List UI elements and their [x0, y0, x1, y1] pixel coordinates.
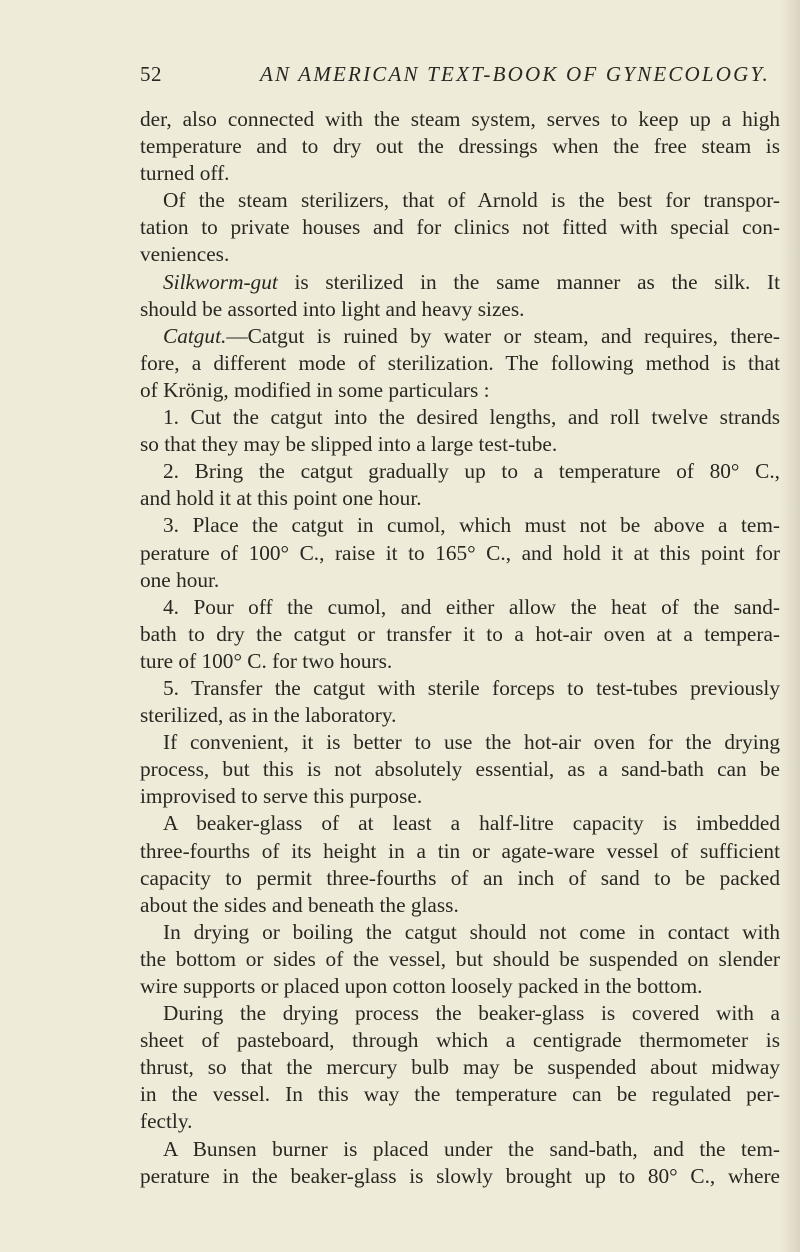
text-line: fore, a different mode of sterilization. The following method is that: [140, 350, 780, 375]
text-line: A beaker-glass of at least a half-litre capacity is imbedded: [163, 811, 780, 836]
text-line: process, but this is not absolutely essential, as a sand-bath can be: [140, 757, 780, 782]
text-line: in the vessel. In this way the temperature can be regulated per-: [140, 1082, 780, 1107]
text-line: der, also connected with the steam system, serves to keep up a high: [140, 107, 780, 131]
page-header: [140, 62, 790, 92]
list-item-4: 4. Pour off the cumol, and either allow the heat of the sand-: [163, 594, 780, 619]
text-line-with-italic-lead: [140, 323, 780, 350]
list-item-3: 3. Place the catgut in cumol, which must not be above a tem-: [163, 513, 780, 538]
running-title: AN AMERICAN TEXT-BOOK OF GYNECOLOGY.: [260, 62, 770, 86]
text-line: Of the steam sterilizers, that of Arnold is the best for transpor-: [163, 188, 780, 213]
text-line: the bottom or sides of the vessel, but should be suspended on slender: [140, 946, 780, 971]
text-line: sterilized, as in the laboratory.: [140, 703, 397, 728]
list-item-5: 5. Transfer the catgut with sterile forceps to test-tubes previously: [163, 675, 780, 700]
text-line: temperature and to dry out the dressings when the free steam is: [140, 134, 780, 159]
text-line: perature of 100° C., raise it to 165° C., and hold it at this point for: [140, 540, 780, 565]
text-line: wire supports or placed upon cotton loosely packed in the bottom.: [140, 974, 703, 998]
page-number: 52: [140, 62, 162, 86]
text-line: capacity to permit three-fourths of an inch of sand to be packed: [140, 865, 780, 890]
text-line: tation to private houses and for clinics not fitted with special con-: [140, 215, 780, 240]
list-item-2: 2. Bring the catgut gradually up to a temperature of 80° C.,: [163, 459, 780, 484]
text-line: bath to dry the catgut or transfer it to a hot-air oven at a tempera-: [140, 621, 780, 646]
line-remainder: —Catgut is ruined by water or steam, and requires, there-: [226, 323, 780, 348]
text-line: improvised to serve this purpose.: [140, 784, 423, 809]
text-line-with-italic-lead: [140, 269, 780, 296]
text-line: one hour.: [140, 567, 220, 592]
text-line: In drying or boiling the catgut should not come in contact with: [163, 919, 780, 944]
line-remainder: is sterilized in the same manner as the silk. It: [294, 269, 780, 294]
body-text: [140, 106, 780, 1190]
text-line: about the sides and beneath the glass.: [140, 892, 459, 917]
text-line: A Bunsen burner is placed under the sand-bath, and the tem-: [163, 1136, 780, 1161]
text-line: thrust, so that the mercury bulb may be suspended about midway: [140, 1055, 780, 1080]
text-line: should be assorted into light and heavy sizes.: [140, 296, 525, 321]
text-line: so that they may be slipped into a large test-tube.: [140, 432, 558, 457]
italic-lead-silkworm-gut: Silkworm-gut: [163, 269, 278, 294]
text-line: turned off.: [140, 161, 230, 186]
text-line: During the drying process the beaker-glass is covered with a: [163, 1001, 780, 1026]
text-line: fectly.: [140, 1109, 193, 1134]
text-line: veniences.: [140, 242, 230, 267]
text-line: of Krönig, modified in some particulars :: [140, 377, 490, 402]
text-line: If convenient, it is better to use the hot-air oven for the drying: [163, 730, 780, 755]
text-line: ture of 100° C. for two hours.: [140, 648, 393, 673]
text-line: sheet of pasteboard, through which a centigrade thermometer is: [140, 1028, 780, 1053]
list-item-1: 1. Cut the catgut into the desired lengths, and roll twelve strands: [163, 405, 780, 430]
text-line: perature in the beaker-glass is slowly brought up to 80° C., where: [140, 1163, 780, 1188]
text-line: and hold it at this point one hour.: [140, 486, 422, 511]
text-line: three-fourths of its height in a tin or agate-ware vessel of sufficient: [140, 838, 780, 863]
italic-lead-catgut: Catgut.: [163, 323, 227, 348]
